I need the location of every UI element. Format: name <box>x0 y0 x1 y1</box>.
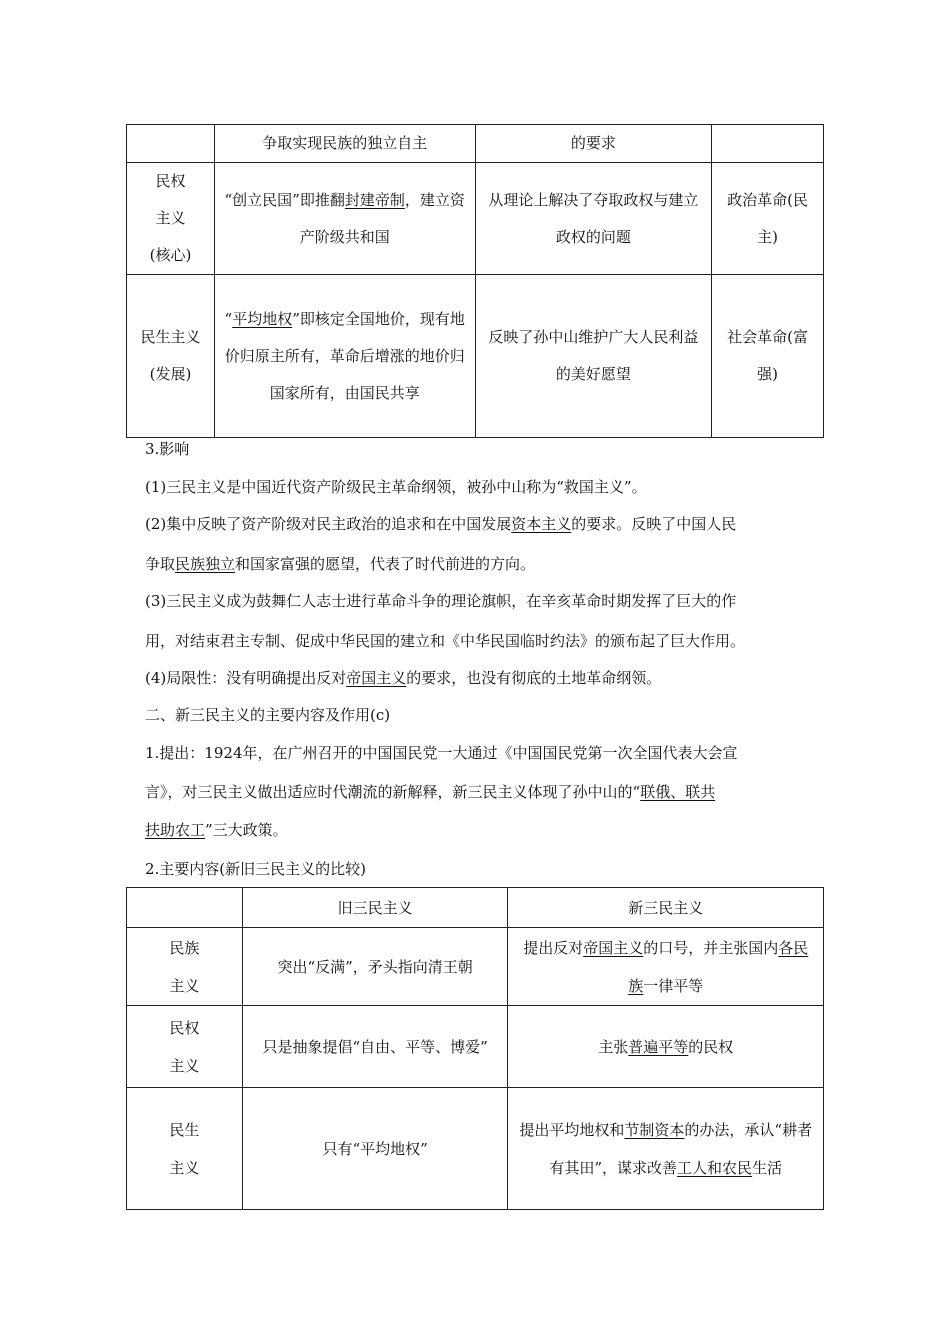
row-label-line: 主义 <box>155 209 186 227</box>
paragraph: 用，对结束君主专制、促成中华民国的建立和《中华民国临时约法》的颁布起了巨大作用。 <box>145 632 746 650</box>
text: ”三大政策。 <box>205 821 288 839</box>
text: 争取 <box>145 555 176 573</box>
new-principle-cell <box>508 1088 824 1210</box>
paragraph <box>145 545 815 583</box>
text: (2)集中反映了资产阶级对民主政治的追求和在中国发展 <box>145 515 512 533</box>
table-row <box>127 928 824 1006</box>
row-label-line: 民生主义 <box>140 328 201 346</box>
underlined-term: 帝国主义 <box>583 938 644 957</box>
text: 提出反对 <box>523 938 584 957</box>
row-label <box>127 1006 243 1088</box>
text: 生活 <box>752 1158 783 1177</box>
old-principle-cell: 突出“反满”，矛头指向清王朝 <box>242 928 508 1006</box>
row-label-line: 民权 <box>155 172 186 190</box>
text: (4)局限性：没有明确提出反对 <box>145 669 347 687</box>
underlined-term: 资本主义 <box>511 515 572 533</box>
new-principle-cell <box>508 928 824 1006</box>
row-label-line: 主义 <box>169 976 200 995</box>
row-label-line: 主义 <box>169 1056 200 1075</box>
text: 的民权 <box>688 1037 734 1056</box>
text: “ <box>224 309 233 328</box>
paragraph <box>145 659 815 697</box>
paragraph: 2.主要内容(新旧三民主义的比较) <box>145 860 367 878</box>
row-label-line: (核心) <box>149 246 192 264</box>
row-label-line: 民族 <box>169 938 200 957</box>
underlined-term: 封建帝制 <box>344 190 405 209</box>
three-principles-table <box>126 124 824 438</box>
row-label-line: 民生 <box>169 1120 200 1139</box>
table-cell: 的要求 <box>475 125 712 163</box>
underlined-term: 各民族 <box>628 938 809 995</box>
text: 的口号，并主张国内 <box>643 938 779 957</box>
text: ”即核定全国地价，现有地价归原主所有，革命后增涨的地价归国家所有，由国民共享 <box>224 309 465 402</box>
content-cell <box>214 163 475 275</box>
row-label-minquan <box>127 163 215 275</box>
old-principle-cell: 只是抽象提倡“自由、平等、博爱” <box>242 1006 508 1088</box>
table-cell <box>127 125 215 163</box>
underlined-term: 扶助农工 <box>145 821 206 839</box>
underlined-term: 工人和农民 <box>677 1158 753 1177</box>
text: 言》，对三民主义做出适应时代潮流的新解释，新三民主义体现了孙中山的“ <box>145 783 641 801</box>
underlined-term: 平均地权 <box>232 309 293 328</box>
paragraph <box>145 505 815 543</box>
underlined-term: 民族独立 <box>175 555 236 573</box>
text: ，建立资产阶级共和国 <box>299 190 465 246</box>
text: 的要求。反映了中国人民 <box>571 515 737 533</box>
paragraph <box>145 773 815 811</box>
table-row <box>127 1006 824 1088</box>
text: 的要求，也没有彻底的土地革命纲领。 <box>406 669 662 687</box>
row-label-line: 民权 <box>169 1018 200 1037</box>
text: 的办法，承认“耕者有其田”，谋求改善 <box>549 1120 813 1177</box>
nature-cell: 政治革命(民主) <box>712 163 824 275</box>
section-heading: 二、新三民主义的主要内容及作用(c) <box>145 706 391 724</box>
text: 主张 <box>598 1037 629 1056</box>
section-heading: 3.影响 <box>145 440 190 458</box>
text: 提出平均地权和 <box>519 1120 625 1139</box>
table-row <box>127 163 824 275</box>
paragraph <box>145 811 815 849</box>
table-header-cell: 旧三民主义 <box>242 888 508 928</box>
table-header-cell: 新三民主义 <box>508 888 824 928</box>
nature-cell: 社会革命(富强) <box>712 275 824 438</box>
table-row <box>127 275 824 438</box>
table-header-cell <box>127 888 243 928</box>
underlined-term: 联俄、联共 <box>640 783 716 801</box>
table-row <box>127 125 824 163</box>
significance-cell: 从理论上解决了夺取政权与建立政权的问题 <box>475 163 712 275</box>
text: 一律平等 <box>643 976 704 995</box>
comparison-table <box>126 887 824 1210</box>
paragraph: 1.提出：1924年，在广州召开的中国国民党一大通过《中国国民党第一次全国代表大会宣 <box>145 744 738 762</box>
old-principle-cell: 只有“平均地权” <box>242 1088 508 1210</box>
row-label <box>127 1088 243 1210</box>
row-label-minsheng <box>127 275 215 438</box>
table-cell: 争取实现民族的独立自主 <box>214 125 475 163</box>
underlined-term: 节制资本 <box>624 1120 685 1139</box>
row-label <box>127 928 243 1006</box>
content-cell <box>214 275 475 438</box>
paragraph: (3)三民主义成为鼓舞仁人志士进行革命斗争的理论旗帜，在辛亥革命时期发挥了巨大的作 <box>145 592 737 610</box>
paragraph: (1)三民主义是中国近代资产阶级民主革命纲领，被孙中山称为“救国主义”。 <box>145 478 647 496</box>
table-row <box>127 1088 824 1210</box>
new-principle-cell <box>508 1006 824 1088</box>
table-cell <box>712 125 824 163</box>
text: 和国家富强的愿望，代表了时代前进的方向。 <box>235 555 536 573</box>
table-header-row <box>127 888 824 928</box>
row-label-line: (发展) <box>149 365 192 383</box>
text: “创立民国”即推翻 <box>224 190 345 209</box>
underlined-term: 普遍平等 <box>628 1037 689 1056</box>
underlined-term: 帝国主义 <box>346 669 407 687</box>
significance-cell: 反映了孙中山维护广大人民利益的美好愿望 <box>475 275 712 438</box>
row-label-line: 主义 <box>169 1158 200 1177</box>
